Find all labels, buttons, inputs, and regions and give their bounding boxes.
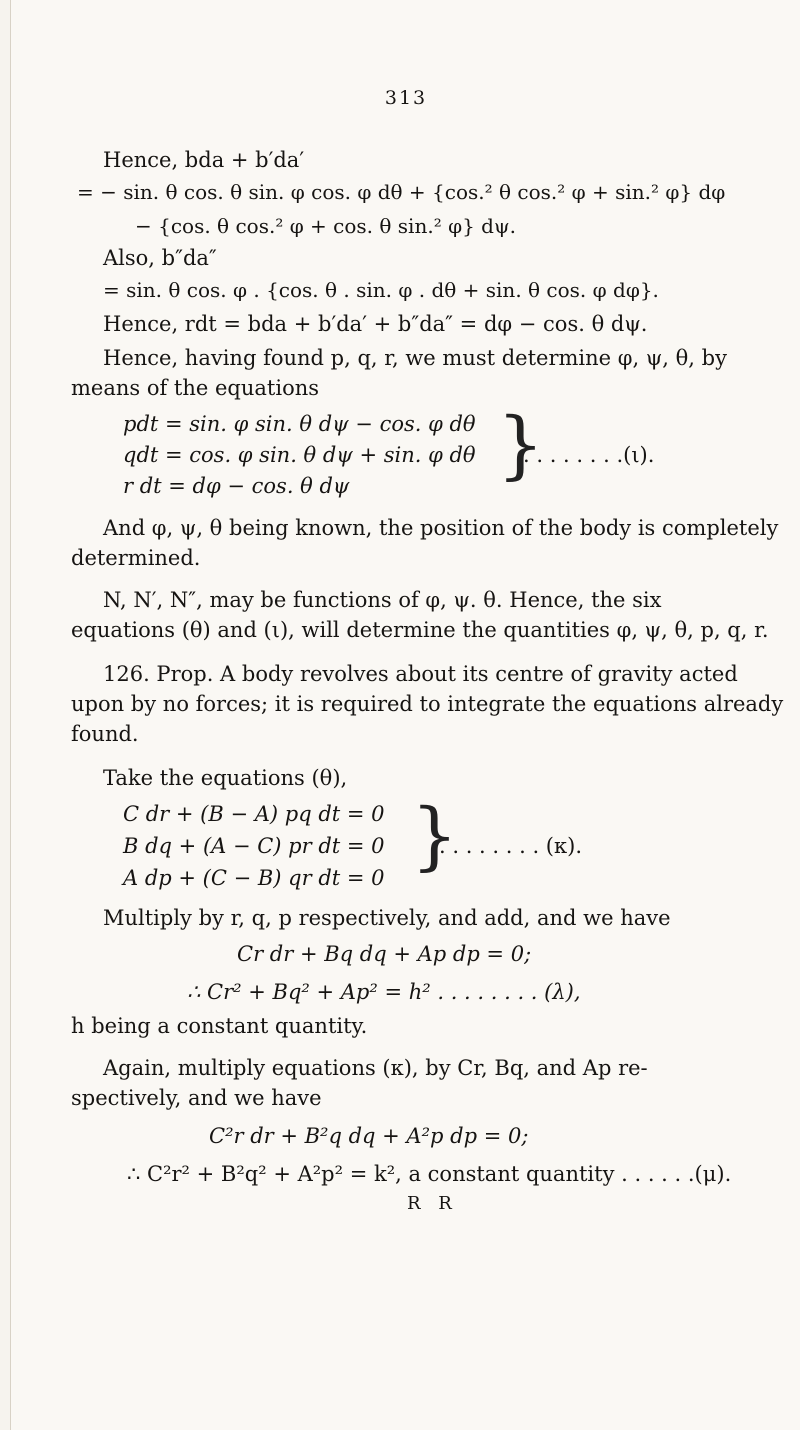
paragraph-line: upon by no forces; it is required to integrate the equations already <box>71 692 784 716</box>
right-brace-icon: } <box>411 793 459 879</box>
paragraph-line: found. <box>71 722 139 746</box>
equation-system-iota-row: r dt = dφ − cos. θ dψ <box>123 474 350 498</box>
eq-line-expansion-1: = − sin. θ cos. θ sin. φ cos. φ dθ + {cos.² θ cos.² φ + sin.² φ} dφ <box>77 180 726 204</box>
eq-line-rdt: Hence, rdt = bda + b′da′ + b″da″ = dφ − cos. θ dψ. <box>103 312 648 336</box>
equation-system-iota-row: pdt = sin. φ sin. θ dψ − cos. φ dθ <box>123 412 476 436</box>
paragraph-line: equations (θ) and (ι), will determine the quantities φ, ψ, θ, p, q, r. <box>71 618 769 642</box>
paragraph-line: means of the equations <box>71 376 320 400</box>
eq-line-hence-bda: Hence, bda + b′da′ <box>103 148 305 172</box>
paragraph-line: And φ, ψ, θ being known, the position of the body is completely <box>103 516 779 540</box>
equation-label-iota: . . . . . . . .(ι). <box>523 443 655 467</box>
equation-system-iota-row: qdt = cos. φ sin. θ dψ + sin. φ dθ <box>123 443 476 467</box>
eq-line-bda-expansion: = sin. θ cos. φ . {cos. θ . sin. φ . dθ + sin. θ cos. φ dφ}. <box>103 278 659 302</box>
paragraph-line: determined. <box>71 546 201 570</box>
equation-line-mu: ∴ C²r² + B²q² + A²p² = k², a constant quantity . . . . . .(μ). <box>127 1162 732 1186</box>
equation-system-kappa-row: C dr + (B − A) pq dt = 0 <box>123 802 385 826</box>
equation-line-lambda: ∴ Cr² + Bq² + Ap² = h² . . . . . . . . (λ), <box>187 980 581 1004</box>
equation-line: C²r dr + B²q dq + A²p dp = 0; <box>209 1124 529 1148</box>
paragraph-line: Take the equations (θ), <box>103 766 348 790</box>
eq-line-also: Also, b″da″ <box>103 246 217 270</box>
paragraph-line: Multiply by r, q, p respectively, and add, and we have <box>103 906 671 930</box>
paragraph-line: Again, multiply equations (κ), by Cr, Bq, and Ap re- <box>103 1056 648 1080</box>
paragraph-line: spectively, and we have <box>71 1086 322 1110</box>
eq-line-expansion-2: − {cos. θ cos.² φ + cos. θ sin.² φ} dψ. <box>135 214 516 238</box>
paragraph-line: N, N′, N″, may be functions of φ, ψ. θ. Hence, the six <box>103 588 662 612</box>
paragraph-line: h being a constant quantity. <box>71 1014 368 1038</box>
equation-line: Cr dr + Bq dq + Ap dp = 0; <box>237 942 532 966</box>
right-brace-icon: } <box>497 402 545 488</box>
equation-system-kappa-row: B dq + (A − C) pr dt = 0 <box>123 834 385 858</box>
printer-signature-mark: R R <box>407 1193 458 1214</box>
book-page <box>10 0 800 1430</box>
equation-system-kappa-row: A dp + (C − B) qr dt = 0 <box>123 866 385 890</box>
equation-label-kappa: . . . . . . . . (κ). <box>439 834 582 858</box>
page-number: 313 <box>384 87 428 109</box>
proposition-heading: 126. Prop. A body revolves about its centre of gravity acted <box>103 662 738 686</box>
paragraph-line: Hence, having found p, q, r, we must determine φ, ψ, θ, by <box>103 346 727 370</box>
